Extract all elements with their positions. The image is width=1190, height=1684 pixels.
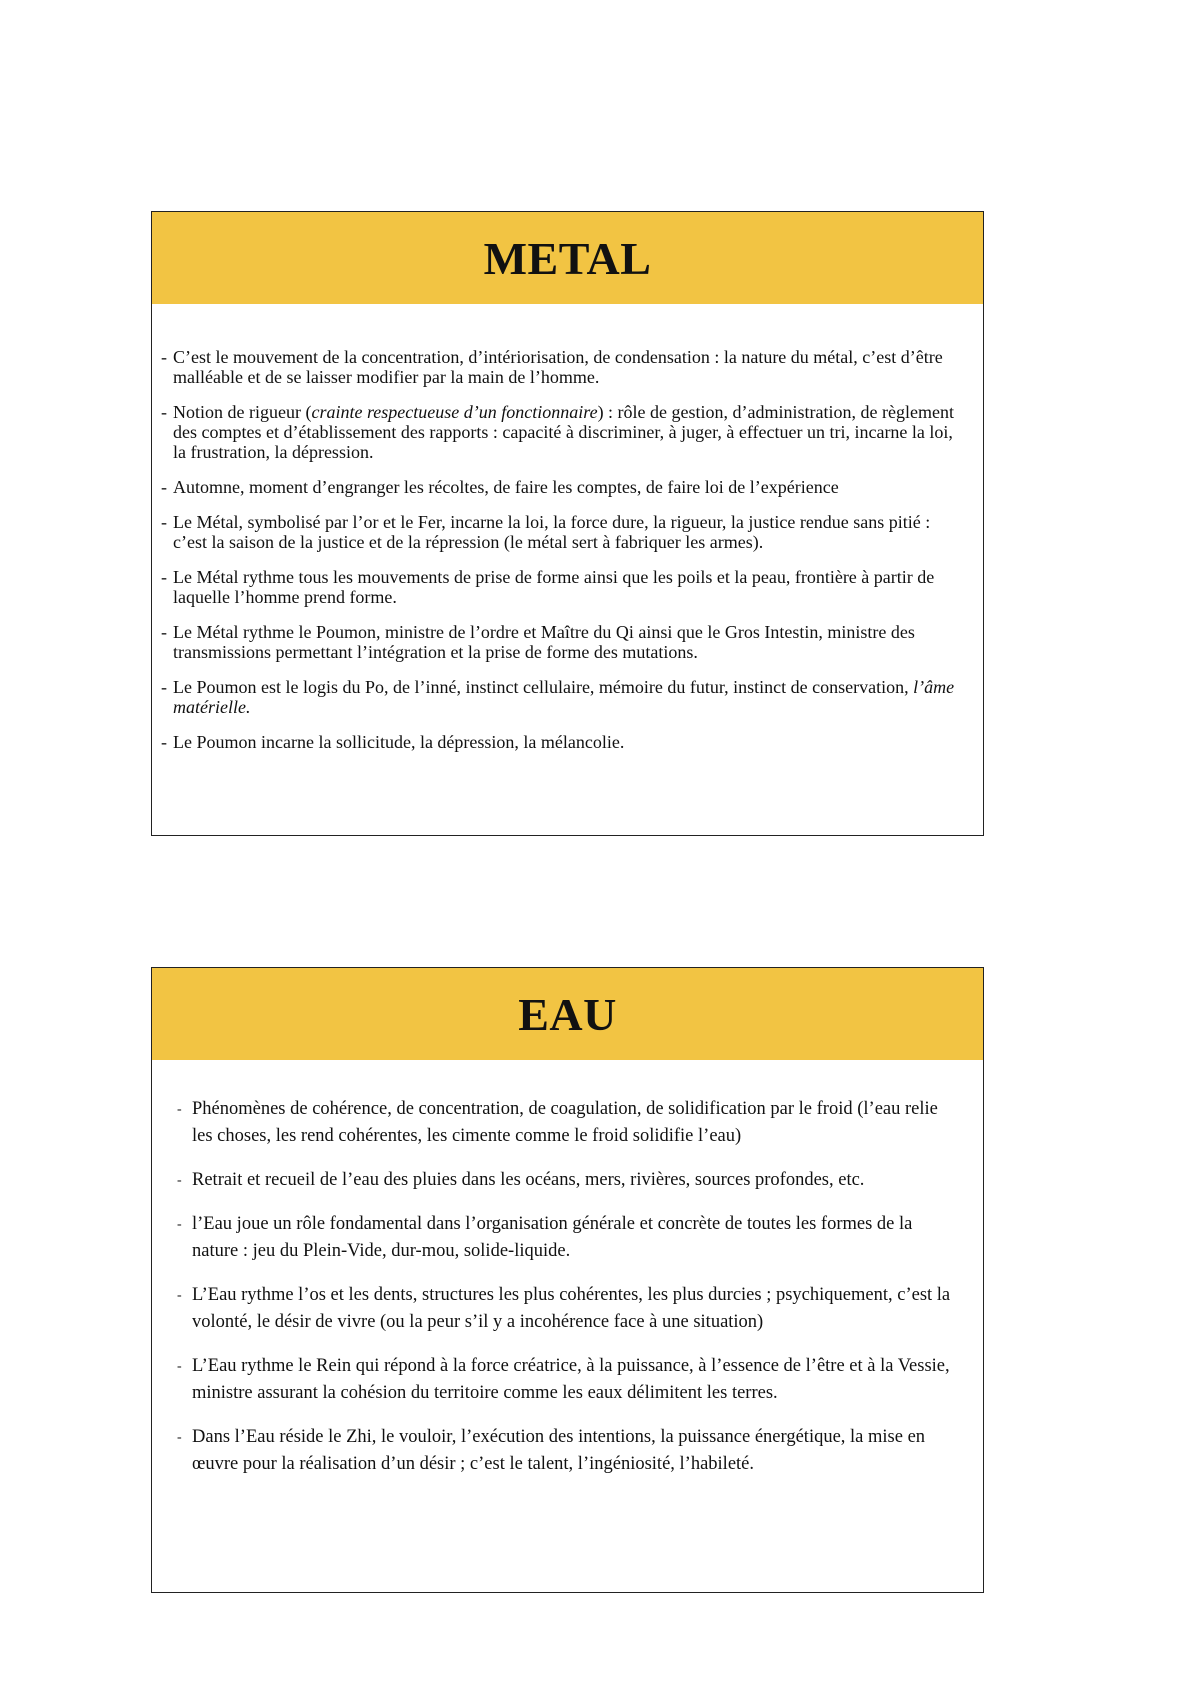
bullet-dash: - <box>177 1359 182 1374</box>
metal-item-5 <box>161 567 967 607</box>
metal-item-text: Le Métal, symbolisé par l’or et le Fer, incarne la loi, la force dure, la rigueur, la justice rendue sans pitié : c’est la saison de la justice et de la répression (le métal sert à fabriquer les armes). <box>173 512 931 552</box>
metal-item-emphasis: l’âme matérielle. <box>173 677 955 717</box>
metal-item-text: C’est le mouvement de la concentration, d’intériorisation, de condensation : la nature du métal, c’est d’être malléable et de se laisser modifier par la main de l’homme. <box>173 347 943 387</box>
eau-item-text: Dans l’Eau réside le Zhi, le vouloir, l’exécution des intentions, la puissance énergétique, la mise en œuvre pour la réalisation d’un désir ; c’est le talent, l’ingéniosité, l’habileté. <box>192 1427 926 1474</box>
metal-body <box>152 304 983 752</box>
eau-item-text: L’Eau rythme le Rein qui répond à la force créatrice, à la puissance, à l’essence de l’être et à la Vessie, ministre assurant la cohésion du territoire comme les eaux délimitent les terres. <box>192 1356 950 1403</box>
eau-item-1 <box>177 1096 963 1150</box>
eau-header <box>152 968 983 1060</box>
metal-item-text: Notion de rigueur ( <box>173 402 312 422</box>
eau-item-text: L’Eau rythme l’os et les dents, structures les plus cohérentes, les plus durcies ; psychiquement, c’est la volonté, le désir de vivre (ou la peur s’il y a incohérence face à une situation) <box>192 1285 951 1332</box>
metal-slide <box>151 211 984 836</box>
eau-item-5 <box>177 1353 963 1407</box>
eau-body <box>152 1060 983 1478</box>
metal-item-text: Le Métal rythme le Poumon, ministre de l’ordre et Maître du Qi ainsi que le Gros Intestin, ministre des transmissions permettant l’intégration et la prise de forme des mutations. <box>173 622 915 662</box>
metal-item-text: Automne, moment d’engranger les récoltes, de faire les comptes, de faire loi de l’expérience <box>173 477 839 497</box>
eau-item-text: l’Eau joue un rôle fondamental dans l’organisation générale et concrète de toutes les formes de la nature : jeu du Plein-Vide, dur-mou, solide-liquide. <box>192 1214 913 1261</box>
bullet-dash: - <box>161 347 167 367</box>
bullet-dash: - <box>177 1288 182 1303</box>
eau-title: EAU <box>518 988 617 1040</box>
bullet-dash: - <box>161 477 167 497</box>
metal-item-1 <box>161 347 967 387</box>
metal-item-text: ) : rôle de gestion, d’administration, de règlement des comptes et d’établissement des rapports : capacité à discriminer, à juger, à effectuer un tri, incarne la loi, la frustration, la dépression. <box>173 402 954 462</box>
bullet-dash: - <box>161 567 167 587</box>
metal-item-3 <box>161 477 967 497</box>
metal-header <box>152 212 983 304</box>
bullet-dash: - <box>161 732 167 752</box>
bullet-dash: - <box>177 1430 182 1445</box>
bullet-dash: - <box>161 677 167 697</box>
bullet-dash: - <box>177 1217 182 1232</box>
metal-item-emphasis: crainte respectueuse d’un fonctionnaire <box>311 402 598 422</box>
eau-item-4 <box>177 1282 963 1336</box>
metal-item-6 <box>161 622 967 662</box>
eau-item-text: Phénomènes de cohérence, de concentration, de coagulation, de solidification par le froid (l’eau relie les choses, les rend cohérentes, les cimente comme le froid solidifie l’eau) <box>192 1099 938 1146</box>
bullet-dash: - <box>161 402 167 422</box>
metal-item-text: Le Poumon incarne la sollicitude, la dépression, la mélancolie. <box>173 732 625 752</box>
bullet-dash: - <box>177 1173 182 1188</box>
metal-item-8 <box>161 732 967 752</box>
metal-item-2 <box>161 402 967 462</box>
bullet-dash: - <box>177 1102 182 1117</box>
metal-item-text: Le Métal rythme tous les mouvements de prise de forme ainsi que les poils et la peau, frontière à partir de laquelle l’homme prend forme. <box>173 567 935 607</box>
eau-slide <box>151 967 984 1593</box>
metal-item-4 <box>161 512 967 552</box>
metal-title: METAL <box>483 232 652 284</box>
eau-item-6 <box>177 1424 963 1478</box>
eau-item-2 <box>177 1167 963 1194</box>
metal-item-text: Le Poumon est le logis du Po, de l’inné, instinct cellulaire, mémoire du futur, instinct de conservation, <box>173 677 914 697</box>
eau-item-3 <box>177 1211 963 1265</box>
metal-item-7 <box>161 677 967 717</box>
bullet-dash: - <box>161 512 167 532</box>
eau-item-text: Retrait et recueil de l’eau des pluies dans les océans, mers, rivières, sources profondes, etc. <box>192 1170 865 1190</box>
bullet-dash: - <box>161 622 167 642</box>
